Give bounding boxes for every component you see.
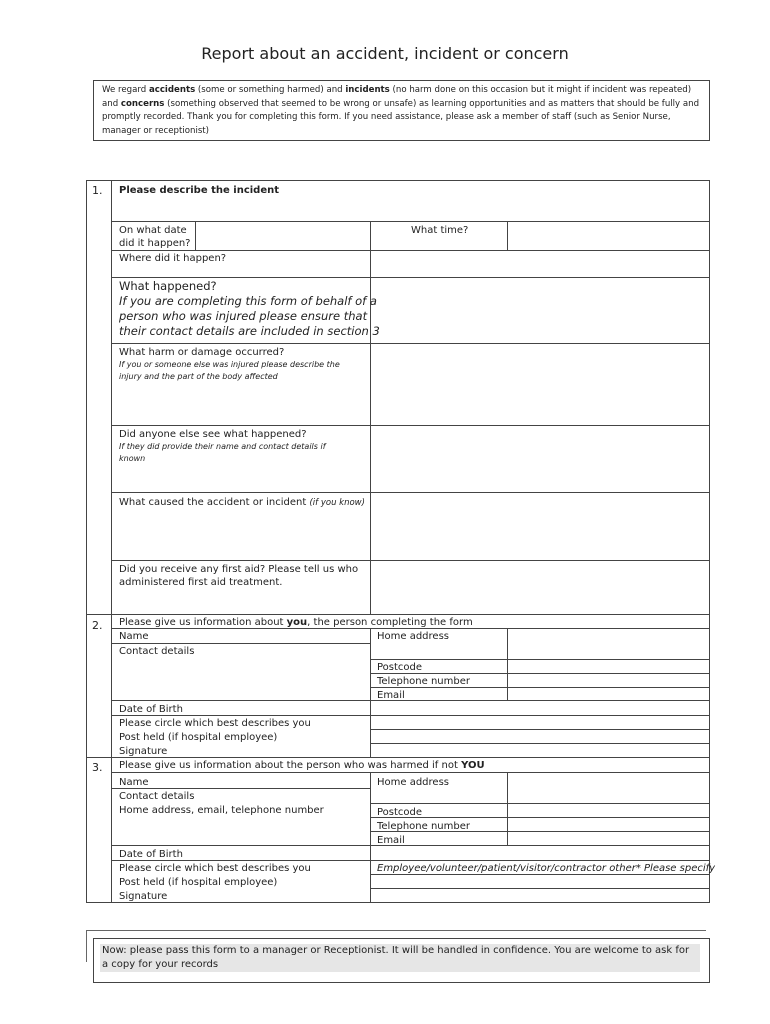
s2-contact-label: Contact details xyxy=(119,646,195,657)
section-3-intro xyxy=(119,759,485,772)
cause-note: (if you know) xyxy=(309,498,365,508)
section-2-intro-b: , the person completing the form xyxy=(307,617,473,628)
s2-home-address-input[interactable] xyxy=(509,629,708,658)
intro-concerns: concerns xyxy=(120,98,165,109)
time-input-cell[interactable] xyxy=(509,222,708,249)
section-2-intro-a: Please give us information about xyxy=(119,617,287,628)
section-3-intro-a: Please give us information about the person who was harmed if not xyxy=(119,760,462,771)
footer-note: Now: please pass this form to a manager or Receptionist. It will be handled in confidence. You are welcome to ask for a copy for your records xyxy=(102,945,690,970)
s2-postcode-label: Postcode xyxy=(377,662,423,673)
s2-post-label: Post held (if hospital employee) xyxy=(119,732,278,743)
first-aid-label-line2: administered first aid treatment. xyxy=(119,577,283,588)
section-2-intro-you: you xyxy=(286,617,308,628)
where-input-cell[interactable] xyxy=(372,251,708,276)
witness-note-line2: known xyxy=(119,454,146,463)
s2-home-address-label: Home address xyxy=(377,631,449,642)
footer-divider xyxy=(86,930,706,931)
s3-post-label: Post held (if hospital employee) xyxy=(119,877,278,888)
behalf-note-line1: If you are completing this form of behalf of a xyxy=(119,294,377,308)
first-aid-label-line1: Did you receive any first aid? Please tell us who xyxy=(119,564,359,575)
s3-contact-sub-label: Home address, email, telephone number xyxy=(119,805,324,816)
s3-contact-label: Contact details xyxy=(119,791,195,802)
s3-circle-options[interactable]: Employee/volunteer/patient/visitor/contractor other* Please specify xyxy=(377,863,716,874)
harm-label: What harm or damage occurred? xyxy=(119,347,285,358)
s3-email-label: Email xyxy=(377,835,405,846)
date-input-cell[interactable] xyxy=(197,222,369,249)
s3-home-address-input[interactable] xyxy=(509,773,708,802)
page-title: Report about an accident, incident or concern xyxy=(201,44,569,63)
s3-telephone-label: Telephone number xyxy=(377,821,470,832)
intro-text-1: We regard xyxy=(102,85,149,95)
behalf-note-line2: person who was injured please ensure that xyxy=(119,309,368,323)
intro-text-2: (some or something harmed) and xyxy=(195,85,346,95)
intro-accidents: accidents xyxy=(148,85,196,95)
intro-text-3: (no harm done on this occasion but it might if incident was repeated) and xyxy=(102,85,692,109)
where-label: Where did it happen? xyxy=(119,253,227,264)
witness-label: Did anyone else see what happened? xyxy=(119,429,307,440)
date-label-line2: did it happen? xyxy=(119,238,191,249)
behalf-note-line3: their contact details are included in section 3 xyxy=(119,324,380,338)
s2-name-label: Name xyxy=(119,631,149,642)
intro-incidents: incidents xyxy=(345,85,390,95)
time-label: What time? xyxy=(411,225,469,236)
section-2-intro xyxy=(119,616,473,629)
s2-signature-label: Signature xyxy=(119,746,168,757)
s2-circle-label: Please circle which best describes you xyxy=(119,718,311,729)
s3-dob-label: Date of Birth xyxy=(119,849,183,860)
section-1-heading: Please describe the incident xyxy=(119,185,280,196)
harm-note-line1: If you or someone else was injured please describe the xyxy=(119,360,340,369)
section-1-number: 1. xyxy=(92,184,103,197)
s2-dob-label: Date of Birth xyxy=(119,704,183,715)
section-3-intro-you: YOU xyxy=(461,760,485,771)
harm-note-line2: injury and the part of the body affected xyxy=(119,372,278,381)
date-label-line1: On what date xyxy=(119,225,187,236)
witness-input-cell[interactable] xyxy=(372,426,708,491)
cause-input-cell[interactable] xyxy=(372,493,708,559)
what-happened-input-cell[interactable] xyxy=(372,278,708,342)
s3-circle-label: Please circle which best describes you xyxy=(119,863,311,874)
witness-note-line1: If they did provide their name and contact details if xyxy=(119,442,326,451)
s3-name-label: Name xyxy=(119,777,149,788)
s2-telephone-label: Telephone number xyxy=(377,676,470,687)
s3-postcode-label: Postcode xyxy=(377,807,423,818)
what-happened-label: What happened? xyxy=(119,279,217,293)
footer-divider-left xyxy=(86,930,87,962)
s3-home-address-label: Home address xyxy=(377,777,449,788)
harm-input-cell[interactable] xyxy=(372,344,708,424)
cause-label xyxy=(119,496,365,510)
cause-label-text: What caused the accident or incident xyxy=(119,497,310,508)
intro-box xyxy=(93,80,710,141)
section-3-number: 3. xyxy=(92,761,103,774)
section-2-number: 2. xyxy=(92,619,103,632)
s3-signature-label: Signature xyxy=(119,891,168,902)
s2-email-label: Email xyxy=(377,690,405,701)
intro-text-4: (something observed that seemed to be wrong or unsafe) as learning opportunities and as matters that should be fully and promptly recorded. Thank you for completing this form. If you need assistance, please ask a member of staff (such as Senior Nurse, manager or receptionist) xyxy=(102,98,700,136)
first-aid-input-cell[interactable] xyxy=(372,561,708,613)
